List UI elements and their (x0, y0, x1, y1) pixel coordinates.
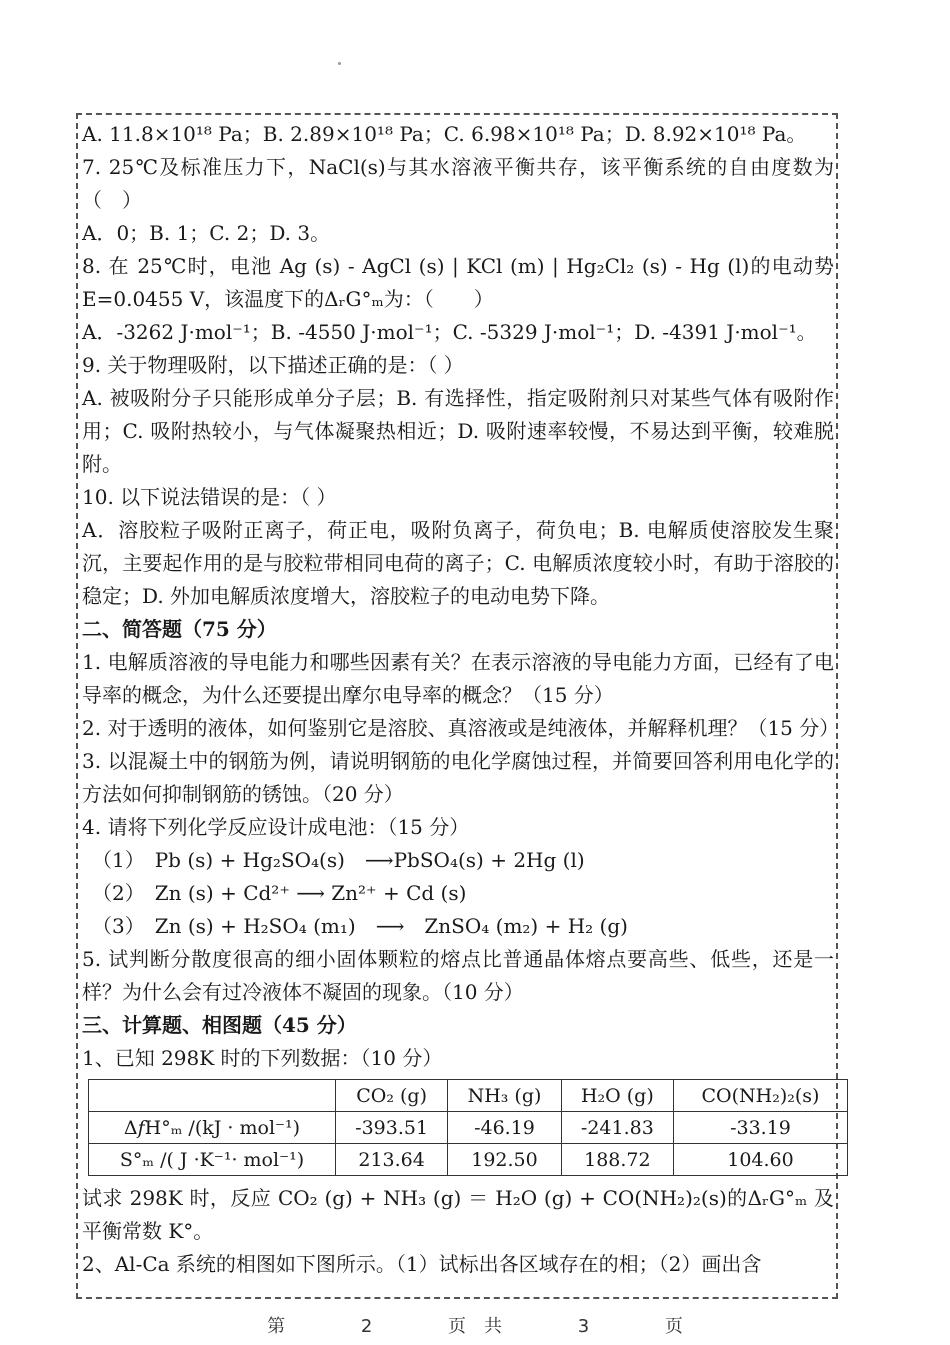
section-3-heading: 三、计算题、相图题（45 分） (82, 1013, 357, 1037)
s2-q4: 4. 请将下列化学反应设计成电池：（15 分） (82, 815, 470, 839)
table-row (89, 1112, 848, 1144)
table-cell: Δ𝑓H°ₘ /(kJ · mol⁻¹) (89, 1112, 336, 1144)
q10-options: A．溶胶粒子吸附正离子，荷正电，吸附负离子，荷负电；B. 电解质使溶胶发生聚沉，主要起作用的是与胶粒带相同电荷的离子；C. 电解质浓度较小时，有助于溶胶的稳定；D. 外加电解质浓度增大，溶胶粒子的电动电势下降。 (82, 518, 834, 608)
s2-q3: 3. 以混凝土中的钢筋为例，请说明钢筋的电化学腐蚀过程，并简要回答利用电化学的方法如何抑制钢筋的锈蚀。（20 分） (82, 749, 834, 806)
s3-q1: 1、已知 298K 时的下列数据：（10 分） (82, 1046, 443, 1070)
s2-q5: 5. 试判断分散度很高的细小固体颗粒的熔点比普通晶体熔点要高些、低些，还是一样？为什么会有过冷液体不凝固的现象。（10 分） (82, 947, 834, 1004)
table-header-cell: CO(NH₂)₂(s) (673, 1080, 847, 1112)
exam-content (82, 118, 840, 1281)
reaction-2: （2） Zn (s) + Cd²⁺ ⟶ Zn²⁺ + Cd (s) (92, 881, 467, 905)
table-cell: -33.19 (673, 1112, 847, 1144)
table-cell: -241.83 (561, 1112, 673, 1144)
q9-options: A. 被吸附分子只能形成单分子层；B. 有选择性，指定吸附剂只对某些气体有吸附作用；C. 吸附热较小，与气体凝聚热相近；D. 吸附速率较慢，不易达到平衡，较难脱附。 (82, 386, 834, 476)
table-row (89, 1144, 848, 1176)
s3-q1-task: 试求 298K 时，反应 CO₂ (g) + NH₃ (g) ＝ H₂O (g) + CO(NH₂)₂(s)的ΔᵣG°ₘ 及平衡常数 K°。 (82, 1186, 834, 1243)
q10-text: 10. 以下说法错误的是：（ ） (82, 485, 337, 509)
q8-text: 8. 在 25℃时，电池 Ag (s) - AgCl (s) | KCl (m) | Hg₂Cl₂ (s) - Hg (l)的电动势 E=0.0455 V，该温度下的ΔᵣG°ₘ为：（ ） (82, 254, 834, 311)
scan-speck (338, 62, 341, 65)
s3-q2: 2、Al-Ca 系统的相图如下图所示。（1）试标出各区域存在的相；（2）画出含 (82, 1252, 762, 1276)
section-2-heading: 二、简答题（75 分） (82, 617, 277, 641)
q7-text: 7. 25℃及标准压力下，NaCl(s)与其水溶液平衡共存，该平衡系统的自由度数为（ ） (82, 155, 834, 212)
q7-options: A．0；B. 1；C. 2；D. 3。 (82, 221, 331, 245)
s2-q2: 2. 对于透明的液体，如何鉴别它是溶胶、真溶液或是纯液体，并解释机理？（15 分） (82, 716, 840, 740)
table-header-cell (89, 1080, 336, 1112)
q9-text: 9. 关于物理吸附，以下描述正确的是：（ ） (82, 353, 464, 377)
reaction-1: （1） Pb (s) + Hg₂SO₄(s) ⟶PbSO₄(s) + 2Hg (l) (92, 848, 585, 872)
table-cell: 104.60 (673, 1144, 847, 1176)
q8-options: A．-3262 J·mol⁻¹；B. -4550 J·mol⁻¹；C. -5329 J·mol⁻¹；D. -4391 J·mol⁻¹。 (82, 320, 817, 344)
table-header-cell: H₂O (g) (561, 1080, 673, 1112)
table-cell: -46.19 (448, 1112, 562, 1144)
reaction-3: （3） Zn (s) + H₂SO₄ (m₁) ⟶ ZnSO₄ (m₂) + H₂ (g) (92, 914, 628, 938)
table-cell: S°ₘ /( J ·K⁻¹· mol⁻¹) (89, 1144, 336, 1176)
table-header-cell: CO₂ (g) (336, 1080, 448, 1112)
s2-q1: 1. 电解质溶液的导电能力和哪些因素有关？在表示溶液的导电能力方面，已经有了电导率的概念，为什么还要提出摩尔电导率的概念？（15 分） (82, 650, 834, 707)
q6-options: A. 11.8×10¹⁸ Pa；B. 2.89×10¹⁸ Pa；C. 6.98×10¹⁸ Pa；D. 8.92×10¹⁸ Pa。 (82, 122, 807, 146)
table-header-cell: NH₃ (g) (448, 1080, 562, 1112)
table-cell: 188.72 (561, 1144, 673, 1176)
table-header-row (89, 1080, 848, 1112)
table-cell: 192.50 (448, 1144, 562, 1176)
table-cell: -393.51 (336, 1112, 448, 1144)
page-footer: 第 2 页 共 3 页 (267, 1316, 683, 1337)
thermo-data-table (88, 1079, 848, 1176)
table-cell: 213.64 (336, 1144, 448, 1176)
